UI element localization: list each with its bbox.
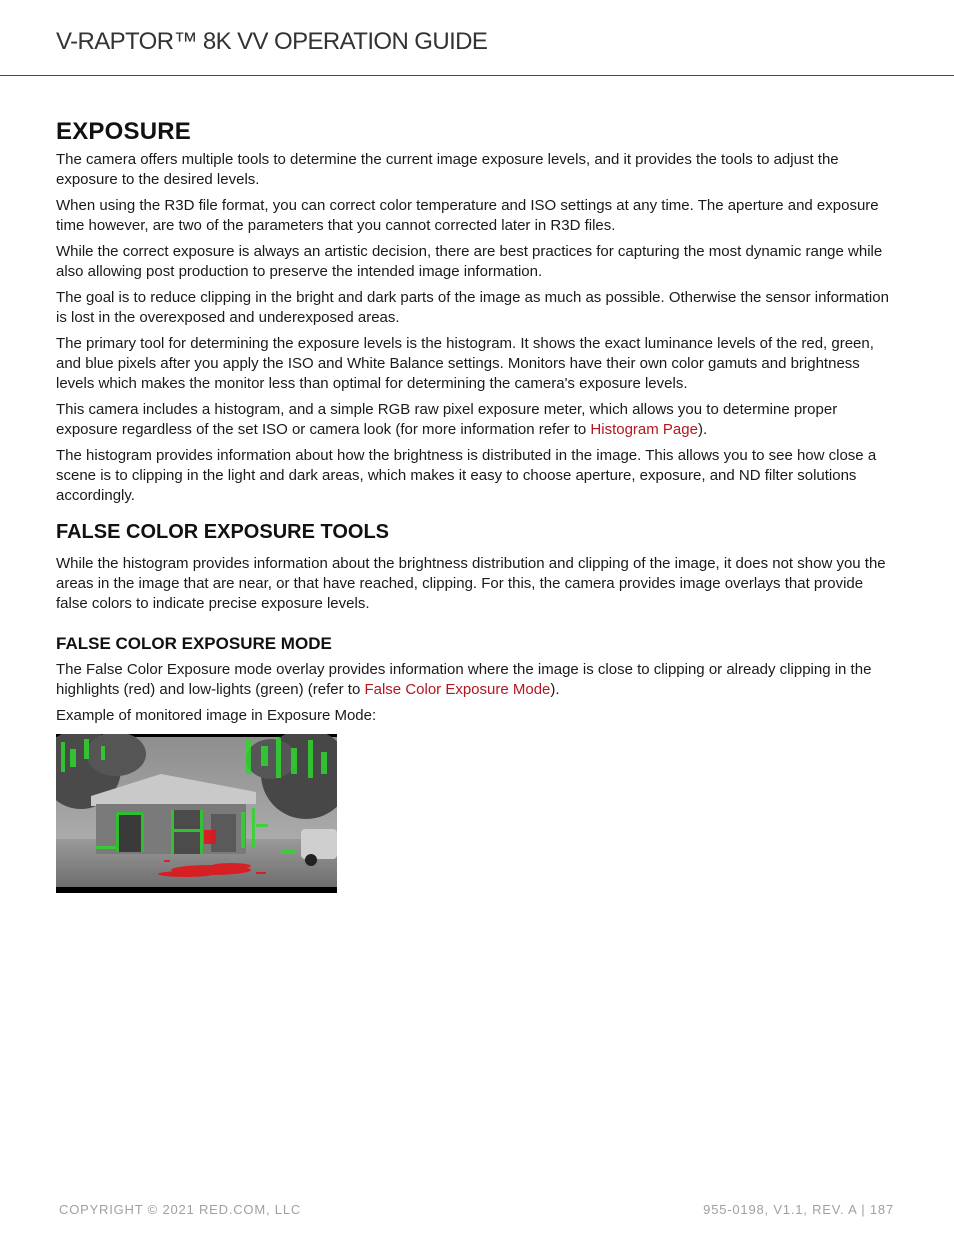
example-caption: Example of monitored image in Exposure Mode:	[56, 707, 377, 724]
text-span: The False Color Exposure mode overlay provides information where the image is close to clipping or already clipping in the highlights (red) and low-lights (green) (refer to	[56, 661, 872, 698]
text-span: This camera includes a histogram, and a simple RGB raw pixel exposure meter, which allows you to determine proper exposure regardless of the set ISO or camera look (for more information refer to	[56, 401, 838, 438]
text-span: ).	[550, 681, 560, 698]
paragraph-histogram	[56, 400, 896, 440]
section-heading-false-color-tools: FALSE COLOR EXPOSURE TOOLS	[56, 521, 390, 543]
histogram-page-link[interactable]: Histogram Page	[590, 421, 698, 438]
paragraph: When using the R3D file format, you can correct color temperature and ISO settings at any time. The aperture and exposure time however, are two of the parameters that you cannot corrected later in R3D files.	[56, 197, 879, 234]
paragraph: While the histogram provides information about the brightness distribution and clipping of the image, it does not show you the areas in the image that are near, or that have reached, clipping. For this, the camera provides image overlays that provide false colors to indicate precise exposure levels.	[56, 555, 886, 612]
false-color-example-illustration	[56, 734, 337, 893]
copyright-text: COPYRIGHT © 2021 RED.COM, LLC	[59, 1202, 302, 1217]
section-heading-false-color-mode: FALSE COLOR EXPOSURE MODE	[56, 634, 332, 653]
false-color-example-image	[56, 734, 337, 893]
paragraph: The histogram provides information about how the brightness is distributed in the image. This allows you to see how close a scene is to clipping in the light and dark areas, which makes it easy to choose aperture, exposure, and ND filter solutions accordingly.	[56, 447, 877, 504]
paragraph: While the correct exposure is always an artistic decision, there are best practices for capturing the most dynamic range while also allowing post production to preserve the intended image information.	[56, 243, 883, 280]
paragraph: The primary tool for determining the exposure levels is the histogram. It shows the exact luminance levels of the red, green, and blue pixels after you apply the ISO and White Balance settings. Monitors have their own color gamuts and brightness levels which makes the monitor less than optimal for determining the camera's exposure levels.	[56, 335, 874, 392]
page-content	[56, 118, 896, 893]
section-heading-exposure: EXPOSURE	[56, 118, 191, 145]
document-title: V-RAPTOR™ 8K VV OPERATION GUIDE	[56, 28, 488, 55]
page-number-info: 955-0198, V1.1, REV. A | 187	[703, 1202, 894, 1217]
paragraph: The goal is to reduce clipping in the bright and dark parts of the image as much as possible. Otherwise the sensor information is lost in the overexposed and underexposed areas.	[56, 289, 889, 326]
text-span: ).	[697, 421, 708, 438]
paragraph: The camera offers multiple tools to determine the current image exposure levels, and it provides the tools to adjust the exposure to the desired levels.	[56, 151, 839, 188]
false-color-exposure-mode-link[interactable]: False Color Exposure Mode	[364, 681, 551, 698]
paragraph-false-color-mode	[56, 660, 896, 700]
page-header	[0, 0, 954, 76]
